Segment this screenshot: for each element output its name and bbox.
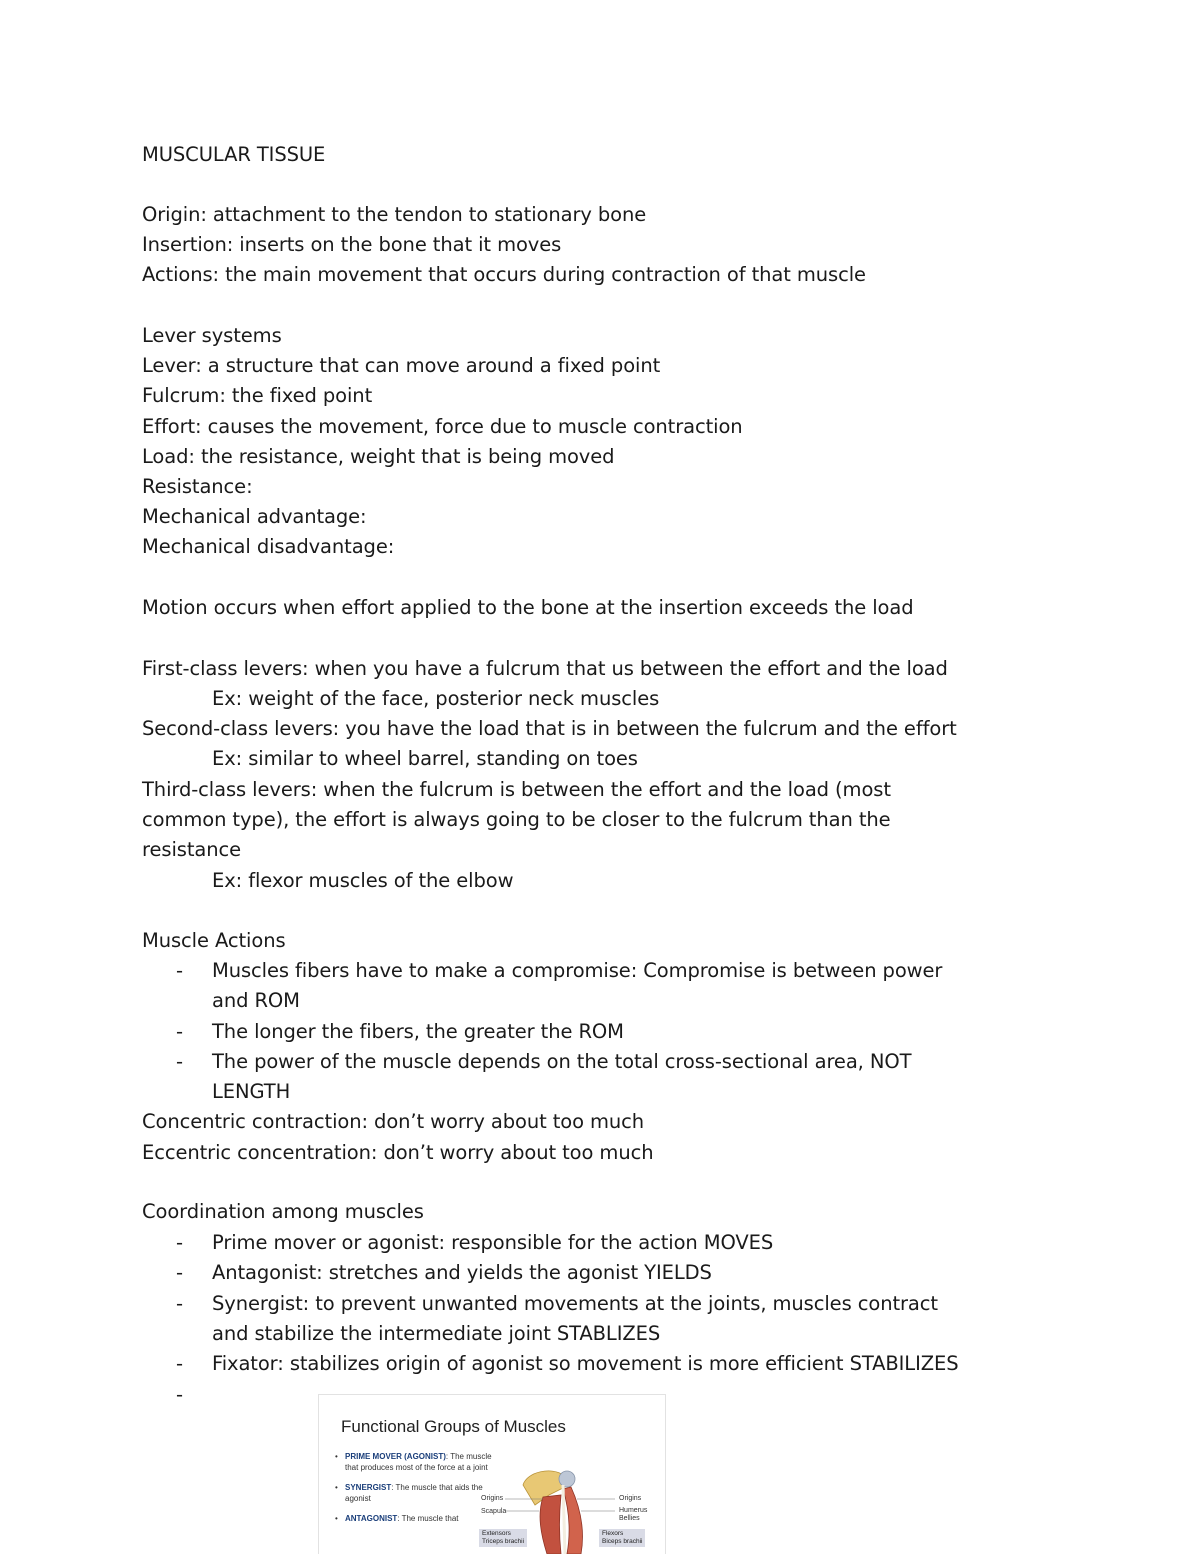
concentric-contraction: Concentric contraction: don’t worry about too much xyxy=(142,1110,645,1133)
figure-bullet-antagonist xyxy=(333,1513,493,1524)
third-class-levers-line3: resistance xyxy=(142,838,241,861)
list-bullet: - xyxy=(176,1261,184,1284)
lever-item-lever: Lever: a structure that can move around a fixed point xyxy=(142,354,661,377)
figure-label-origins-right: Origins xyxy=(619,1495,642,1502)
page-title: MUSCULAR TISSUE xyxy=(142,143,326,166)
figure-bullet-list xyxy=(333,1451,493,1533)
figure-term: ANTAGONIST xyxy=(345,1514,398,1523)
figure-bullet-text: : The muscle that xyxy=(397,1514,459,1523)
lever-heading: Lever systems xyxy=(142,324,282,347)
figure-label-scapula: Scapula xyxy=(481,1508,507,1515)
figure-term: PRIME MOVER xyxy=(345,1452,402,1461)
second-class-example: Ex: similar to wheel barrel, standing on toes xyxy=(212,747,638,770)
muscle-actions-item-2: The longer the fibers, the greater the ROM xyxy=(212,1020,624,1043)
coordination-item-synergist-line2: and stabilize the intermediate joint STABLIZES xyxy=(212,1322,661,1345)
coordination-item-prime-mover: Prime mover or agonist: responsible for the action MOVES xyxy=(212,1231,774,1254)
muscle-actions-heading: Muscle Actions xyxy=(142,929,286,952)
figure-term-paren: (AGONIST) xyxy=(404,1452,446,1461)
third-class-levers-line2: common type), the effort is always going to be closer to the fulcrum than the xyxy=(142,808,891,831)
figure-bullet-text: : The muscle that produces most of the force at a joint xyxy=(345,1452,492,1472)
list-bullet: - xyxy=(176,1231,184,1254)
list-bullet: - xyxy=(176,1292,184,1315)
figure-tag-extensors xyxy=(479,1529,527,1547)
figure-bullet-text: : The muscle that aids the agonist xyxy=(345,1483,483,1503)
list-bullet-empty: - xyxy=(176,1383,184,1406)
figure-tag-biceps-text: Biceps brachii xyxy=(602,1538,643,1545)
figure-tag-extensors-text: Extensors xyxy=(482,1530,511,1537)
list-bullet: - xyxy=(176,959,184,982)
coordination-item-fixator: Fixator: stabilizes origin of agonist so movement is more efficient STABILIZES xyxy=(212,1352,959,1375)
lever-item-mech-disadvantage: Mechanical disadvantage: xyxy=(142,535,395,558)
figure-term: SYNERGIST xyxy=(345,1483,392,1492)
lever-item-mech-advantage: Mechanical advantage: xyxy=(142,505,367,528)
motion-statement: Motion occurs when effort applied to the bone at the insertion exceeds the load xyxy=(142,596,914,619)
list-bullet: - xyxy=(176,1020,184,1043)
lever-item-resistance: Resistance: xyxy=(142,475,253,498)
second-class-levers: Second-class levers: you have the load that is in between the fulcrum and the effort xyxy=(142,717,957,740)
lever-item-load: Load: the resistance, weight that is being moved xyxy=(142,445,615,468)
figure-tag-flexors xyxy=(599,1529,645,1547)
third-class-example: Ex: flexor muscles of the elbow xyxy=(212,869,514,892)
coordination-item-synergist-line1: Synergist: to prevent unwanted movements at the joints, muscles contract xyxy=(212,1292,938,1315)
coordination-item-antagonist: Antagonist: stretches and yields the agonist YIELDS xyxy=(212,1261,712,1284)
functional-groups-figure xyxy=(318,1394,666,1554)
eccentric-concentration: Eccentric concentration: don’t worry about too much xyxy=(142,1141,654,1164)
list-bullet: - xyxy=(176,1352,184,1375)
coordination-heading: Coordination among muscles xyxy=(142,1200,424,1223)
muscle-actions-item-3-line1: The power of the muscle depends on the total cross-sectional area, NOT xyxy=(212,1050,912,1073)
muscle-actions-item-3-line2: LENGTH xyxy=(212,1080,291,1103)
list-bullet: - xyxy=(176,1050,184,1073)
figure-label-humerus: Humerus xyxy=(619,1507,648,1514)
figure-tag-flexors-text: Flexors xyxy=(602,1530,624,1537)
figure-label-bellies: Bellies xyxy=(619,1515,640,1522)
definition-insertion: Insertion: inserts on the bone that it moves xyxy=(142,233,562,256)
definition-actions: Actions: the main movement that occurs during contraction of that muscle xyxy=(142,263,866,286)
figure-tag-triceps-text: Triceps brachii xyxy=(482,1538,525,1545)
third-class-levers-line1: Third-class levers: when the fulcrum is between the effort and the load (most xyxy=(142,778,891,801)
muscle-actions-item-1-line1: Muscles fibers have to make a compromise: Compromise is between power xyxy=(212,959,943,982)
lever-item-effort: Effort: causes the movement, force due to muscle contraction xyxy=(142,415,743,438)
lever-item-fulcrum: Fulcrum: the fixed point xyxy=(142,384,373,407)
figure-bullet-prime-mover xyxy=(333,1451,493,1473)
figure-title: Functional Groups of Muscles xyxy=(341,1417,566,1436)
first-class-example: Ex: weight of the face, posterior neck muscles xyxy=(212,687,660,710)
definition-origin: Origin: attachment to the tendon to stationary bone xyxy=(142,203,647,226)
first-class-levers: First-class levers: when you have a fulcrum that us between the effort and the load xyxy=(142,657,948,680)
figure-label-origins-left: Origins xyxy=(481,1495,504,1502)
figure-bullet-synergist xyxy=(333,1482,493,1504)
muscle-actions-item-1-line2: and ROM xyxy=(212,989,300,1012)
